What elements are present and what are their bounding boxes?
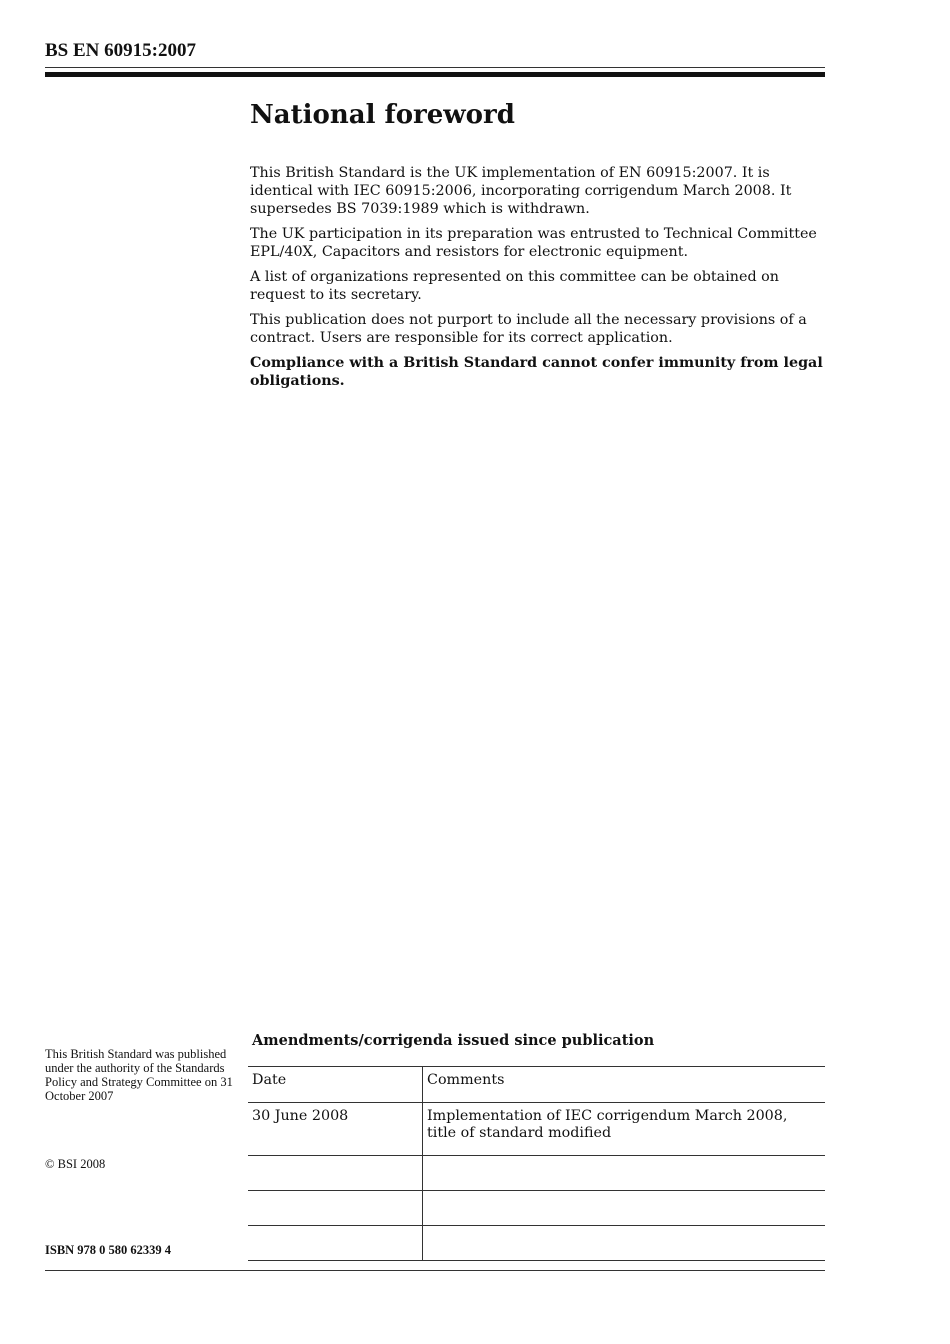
publication-note: This British Standard was published under the authority of the Standards Policy and Strategy Committee on 31 October 2007 [45,1047,233,1103]
header-comments: Comments [423,1067,826,1103]
paragraph-organizations: A list of organizations represented on this committee can be obtained on request to its secretary. [250,269,779,303]
foreword-body [250,164,825,397]
paragraph-committee: The UK participation in its preparation was entrusted to Technical Committee EPL/40X, Capacitors and resistors for electronic equipment. [250,226,817,260]
header-date: Date [248,1067,423,1103]
table-row [248,1156,825,1191]
cell-date [248,1156,423,1191]
cell-date [248,1226,423,1261]
cell-comments [423,1191,826,1226]
cell-comments: Implementation of IEC corrigendum March 2008, title of standard modified [423,1103,826,1156]
copyright-notice: © BSI 2008 [45,1157,106,1171]
header-rule-thick [45,72,825,77]
amendments-title: Amendments/corrigenda issued since publication [252,1032,655,1049]
table-row [248,1226,825,1261]
paragraph-compliance: Compliance with a British Standard cannot confer immunity from legal obligations. [250,355,823,389]
table-header-row [248,1067,825,1103]
header-rule-thin [45,67,825,68]
footer-rule [45,1270,825,1271]
cell-comments [423,1156,826,1191]
document-id: BS EN 60915:2007 [45,40,196,61]
table-row [248,1191,825,1226]
amendments-table [248,1066,825,1261]
cell-comments [423,1226,826,1261]
paragraph-contract: This publication does not purport to include all the necessary provisions of a contract. Users are responsible for its correct application. [250,312,807,346]
cell-date [248,1191,423,1226]
isbn-number: ISBN 978 0 580 62339 4 [45,1243,172,1257]
page-title: National foreword [250,100,515,130]
table-row [248,1103,825,1156]
paragraph-implementation: This British Standard is the UK implementation of EN 60915:2007. It is identical with IEC 60915:2006, incorporating corrigendum March 2008. It supersedes BS 7039:1989 which is withdrawn. [250,165,792,217]
cell-date: 30 June 2008 [248,1103,423,1156]
